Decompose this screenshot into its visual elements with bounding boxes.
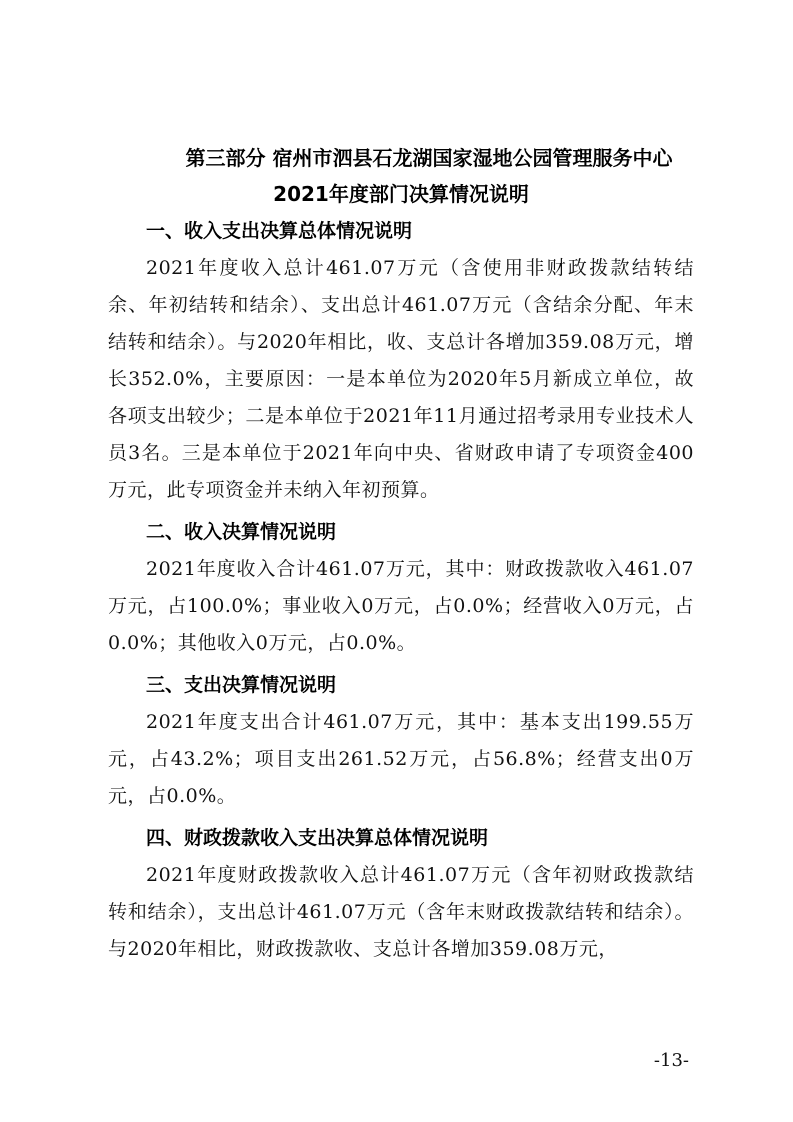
section-4-heading: 四、财政拨款收入支出决算总体情况说明 bbox=[146, 827, 489, 849]
document-title-line2: 2021年度部门决算情况说明 bbox=[273, 182, 529, 206]
section-4-paragraph: 2021年度财政拨款收入总计461.07万元（含年初财政拨款结转和结余），支出总计461.07万元（含年末财政拨款结转和结余）。与2020年相比，财政拨款收、支总计各增加359.08万元， bbox=[108, 864, 694, 960]
page-number: -13- bbox=[653, 1050, 689, 1071]
section-2-paragraph: 2021年度收入合计461.07万元，其中：财政拨款收入461.07万元，占100.0%；事业收入0万元，占0.0%；经营收入0万元，占0.0%；其他收入0万元，占0.0%。 bbox=[108, 558, 694, 654]
section-1-heading: 一、收入支出决算总体情况说明 bbox=[146, 220, 413, 242]
section-3-paragraph: 2021年度支出合计461.07万元，其中：基本支出199.55万元，占43.2%；项目支出261.52万元，占56.8%；经营支出0万元，占0.0%。 bbox=[108, 711, 694, 807]
section-3-heading: 三、支出决算情况说明 bbox=[146, 674, 337, 696]
document-page bbox=[108, 140, 694, 968]
section-2-heading: 二、收入决算情况说明 bbox=[146, 521, 337, 543]
document-title-line1: 第三部分 宿州市泗县石龙湖国家湿地公园管理服务中心 bbox=[185, 146, 673, 170]
section-1-paragraph: 2021年度收入总计461.07万元（含使用非财政拨款结转结余、年初结转和结余）、支出总计461.07万元（含结余分配、年末结转和结余）。与2020年相比，收、支总计各增加359.08万元，增长352.0%，主要原因：一是本单位为2020年5月新成立单位，故各项支出较少；二是本单位于2021年11月通过招考录用专业技术人员3名。三是本单位于2021年向中央、省财政申请了专项资金400万元，此专项资金并未纳入年初预算。 bbox=[108, 257, 694, 501]
